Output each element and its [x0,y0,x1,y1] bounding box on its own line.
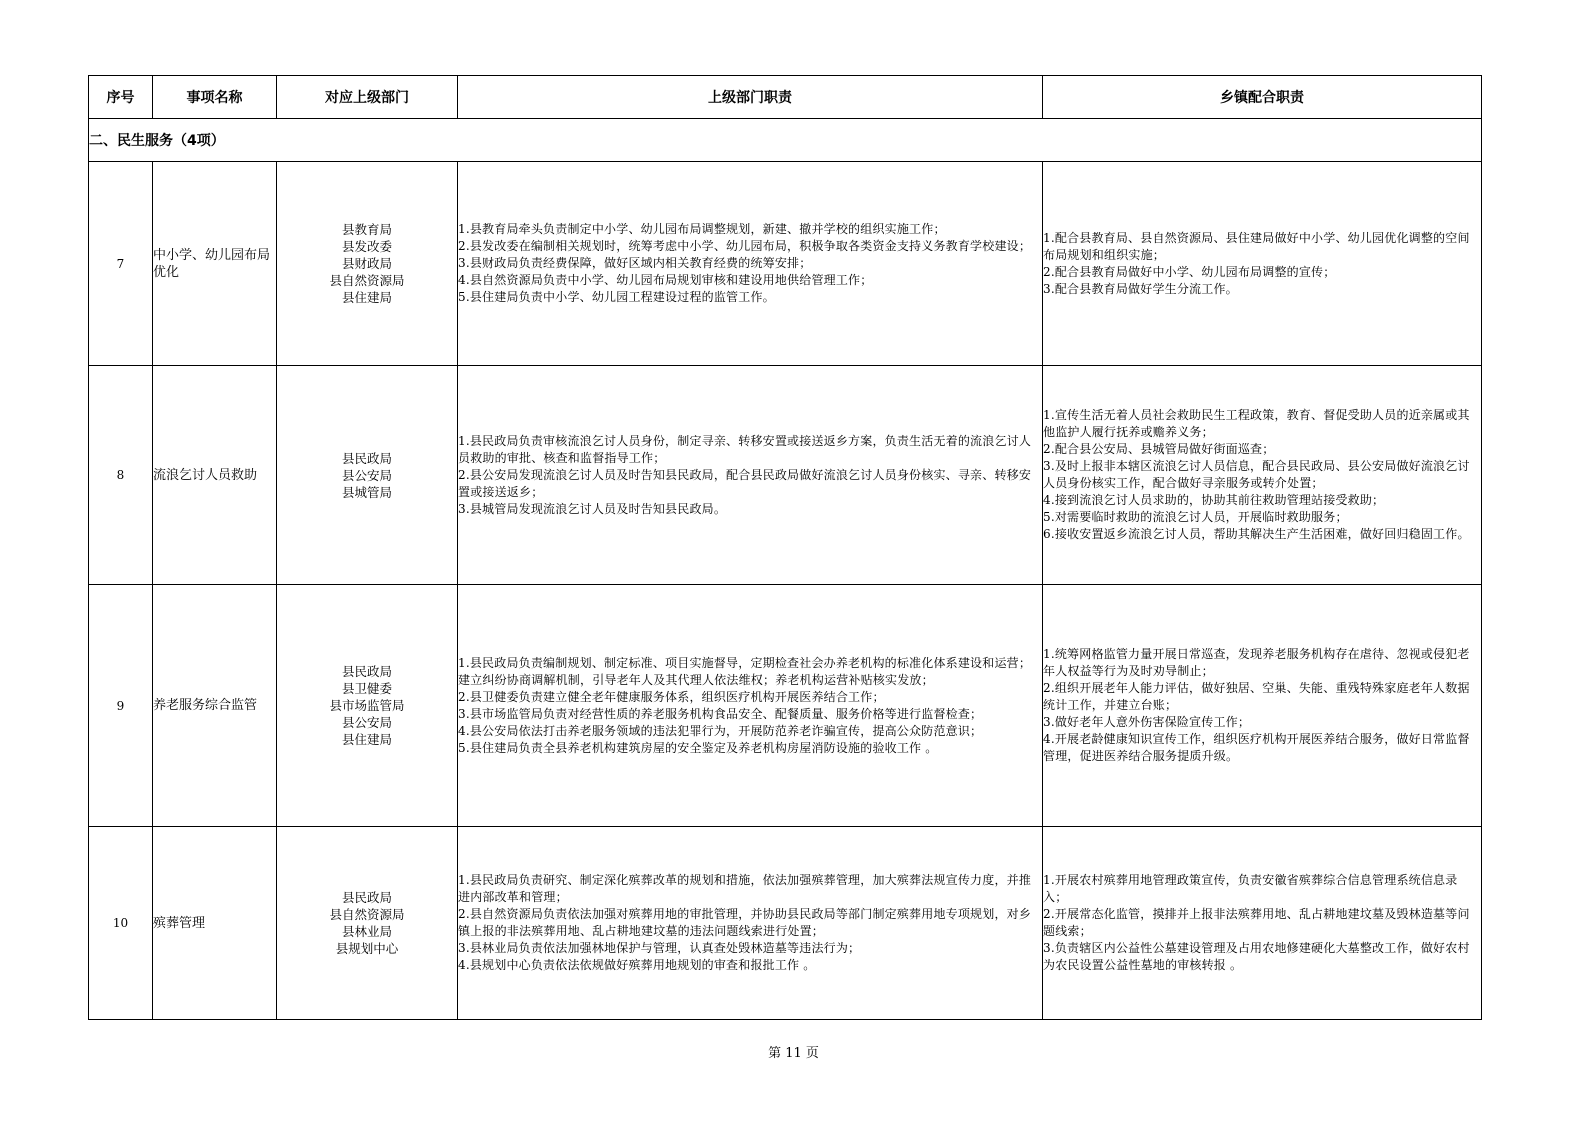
upper-duties [458,366,1043,585]
text-line: 3.做好老年人意外伤害保险宣传工作； [1043,715,1251,729]
table-row [89,162,1482,366]
text-line: 4.接到流浪乞讨人员求助的，协助其前往救助管理站接受救助； [1043,493,1385,507]
text-line: 县教育局 [341,222,392,237]
text-line: 4.县公安局依法打击养老服务领域的违法犯罪行为，开展防范养老诈骗宣传，提高公众防范意识； [458,723,983,738]
item-name: 中小学、幼儿园布局优化 [153,162,277,366]
town-duties [1043,585,1482,827]
header-town-duties: 乡镇配合职责 [1043,76,1482,119]
text-line: 4.开展老龄健康知识宣传工作，组织医疗机构开展医养结合服务，做好日常监督管理，促进医养结合服务提质升级。 [1043,732,1470,763]
upper-duties [458,585,1043,827]
text-line: 2.县公安局发现流浪乞讨人员及时告知县民政局，配合县民政局做好流浪乞讨人员身份核实、寻亲、转移安置或接送返乡； [458,467,1032,499]
responsibility-table [88,75,1482,1020]
text-line: 县城管局 [341,484,392,500]
text-line: 1.县民政局负责审核流浪乞讨人员身份，制定寻亲、转移安置或接送返乡方案，负责生活无着的流浪乞讨人员救助的审批、核查和监督指导工作； [458,433,1032,465]
section-title: 二、民生服务（4项） [89,119,1482,162]
department-list [277,366,458,585]
page-number: 第 11 页 [768,1046,819,1061]
header-department: 对应上级部门 [277,76,458,119]
text-line: 县住建局 [341,290,392,305]
text-line: 2.县发改委在编制相关规划时，统筹考虑中小学、幼儿园布局，积极争取各类资金支持义务教育学校建设； [458,239,1032,253]
text-line: 5.县住建局负责全县养老机构建筑房屋的安全鉴定及养老机构房屋消防设施的验收工作 。 [458,740,938,755]
text-line: 县财政局 [341,256,392,271]
text-line: 县规划中心 [335,941,399,956]
row-number: 8 [89,366,153,585]
text-line: 1.统筹网格监管力量开展日常巡查，发现养老服务机构存在虐待、忽视或侵犯老年人权益等行为及时劝导制止； [1043,647,1470,678]
text-line: 3.县林业局负责依法加强林地保护与管理，认真查处毁林造墓等违法行为； [458,941,861,955]
text-line: 县发改委 [341,239,392,254]
text-line: 4.县规划中心负责依法依规做好殡葬用地规划的审查和报批工作 。 [458,958,816,972]
text-line: 1.县民政局负责研究、制定深化殡葬改革的规划和措施，依法加强殡葬管理，加大殡葬法规宣传力度，并推进内部改革和管理； [458,873,1032,904]
department-list [277,585,458,827]
department-list [277,162,458,366]
text-line: 3.县城管局发现流浪乞讨人员及时告知县民政局。 [458,501,727,516]
text-line: 县民政局 [341,450,392,466]
text-line: 3.负责辖区内公益性公墓建设管理及占用农地修建硬化大墓整改工作，做好农村为农民设置公益性墓地的审核转报 。 [1043,941,1470,972]
town-duties [1043,162,1482,366]
item-name: 流浪乞讨人员救助 [153,366,277,585]
header-row [89,76,1482,119]
text-line: 6.接收安置返乡流浪乞讨人员，帮助其解决生产生活困难，做好回归稳固工作。 [1043,527,1470,541]
upper-duties [458,162,1043,366]
text-line: 3.配合县教育局做好学生分流工作。 [1043,281,1238,296]
text-line: 县市场监管局 [329,698,405,713]
text-line: 2.组织开展老年人能力评估，做好独居、空巢、失能、重残特殊家庭老年人数据统计工作，并建立台账； [1043,681,1470,712]
department-list [277,827,458,1020]
section-row [89,119,1482,162]
table-row [89,827,1482,1020]
text-line: 1.配合县教育局、县自然资源局、县住建局做好中小学、幼儿园优化调整的空间布局规划和组织实施； [1043,230,1470,262]
text-line: 县自然资源局 [329,907,405,922]
header-upper-duties: 上级部门职责 [458,76,1043,119]
text-line: 1.开展农村殡葬用地管理政策宣传，负责安徽省殡葬综合信息管理系统信息录入； [1043,873,1458,904]
text-line: 县林业局 [341,924,392,939]
text-line: 1.县教育局牵头负责制定中小学、幼儿园布局调整规划，新建、撤并学校的组织实施工作； [458,222,946,236]
text-line: 县卫健委 [341,681,392,696]
item-name: 养老服务综合监管 [153,585,277,827]
town-duties [1043,827,1482,1020]
row-number: 9 [89,585,153,827]
header-no: 序号 [89,76,153,119]
text-line: 2.县卫健委负责建立健全老年健康服务体系，组织医疗机构开展医养结合工作； [458,689,885,704]
text-line: 5.对需要临时救助的流浪乞讨人员，开展临时救助服务； [1043,510,1348,524]
town-duties [1043,366,1482,585]
text-line: 3.及时上报非本辖区流浪乞讨人员信息，配合县民政局、县公安局做好流浪乞讨人员身份核实工作，配合做好寻亲服务或转介处置； [1043,459,1470,490]
text-line: 1.县民政局负责编制规划、制定标准、项目实施督导，定期检查社会办养老机构的标准化体系建设和运营；建立纠纷协商调解机制，引导老年人及其代理人依法维权；养老机构运营补贴核实发放； [458,655,1032,687]
header-item-name: 事项名称 [153,76,277,119]
text-line: 5.县住建局负责中小学、幼儿园工程建设过程的监管工作。 [458,290,775,304]
text-line: 县住建局 [341,732,392,747]
table-row [89,585,1482,827]
text-line: 3.县市场监管局负责对经营性质的养老服务机构食品安全、配餐质量、服务价格等进行监督检查； [458,706,983,721]
text-line: 2.开展常态化监管，摸排并上报非法殡葬用地、乱占耕地建坟墓及毁林造墓等问题线索； [1043,907,1470,938]
text-line: 1.宣传生活无着人员社会救助民生工程政策，教育、督促受助人员的近亲属或其他监护人履行抚养或赡养义务； [1043,408,1470,439]
text-line: 4.县自然资源局负责中小学、幼儿园布局规划审核和建设用地供给管理工作； [458,273,873,287]
table-row [89,366,1482,585]
upper-duties [458,827,1043,1020]
text-line: 县自然资源局 [329,273,405,288]
text-line: 2.县自然资源局负责依法加强对殡葬用地的审批管理，并协助县民政局等部门制定殡葬用地专项规划，对乡镇上报的非法殡葬用地、乱占耕地建坟墓的违法问题线索进行处置； [458,907,1032,938]
text-line: 县公安局 [341,467,392,483]
text-line: 县民政局 [341,890,392,905]
text-line: 3.县财政局负责经费保障，做好区域内相关教育经费的统筹安排； [458,256,812,270]
text-line: 县民政局 [341,664,392,679]
row-number: 7 [89,162,153,366]
text-line: 2.配合县教育局做好中小学、幼儿园布局调整的宣传； [1043,264,1336,279]
text-line: 县公安局 [341,715,392,730]
text-line: 2.配合县公安局、县城管局做好街面巡查； [1043,442,1275,456]
item-name: 殡葬管理 [153,827,277,1020]
row-number: 10 [89,827,153,1020]
